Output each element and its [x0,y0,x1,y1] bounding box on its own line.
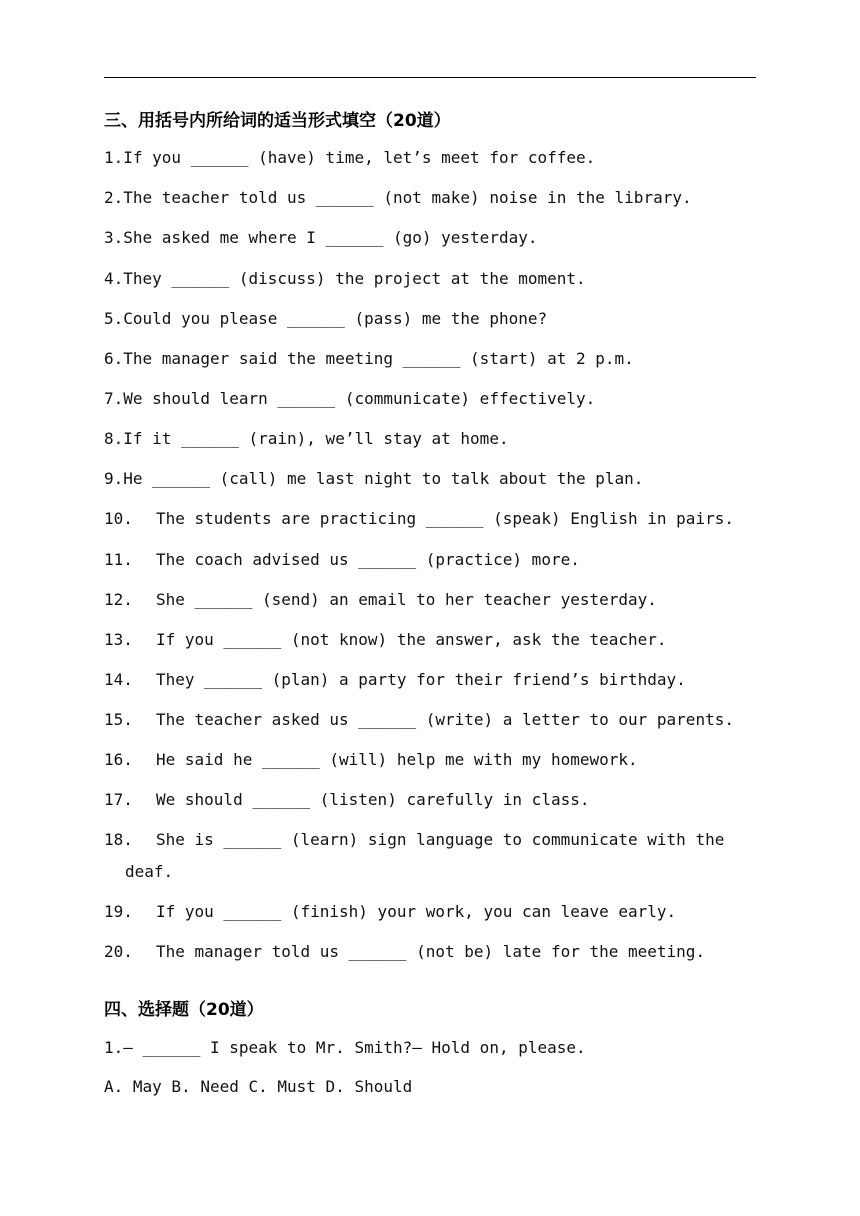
item-text: If you ______ (have) time, let’s meet for coffee. [123,148,596,167]
item-text: She asked me where I ______ (go) yesterday. [123,228,538,247]
item-number: 19. [104,902,133,921]
item-text: The teacher asked us ______ (write) a letter to our parents. [156,710,734,729]
item-number: 17. [104,790,133,809]
item-number: 15. [104,710,133,729]
item-number: 3. [104,228,124,247]
list-item [104,942,705,961]
list-item [104,670,686,689]
question-options: A. May B. Need C. Must D. Should [104,1077,413,1096]
item-number: 8. [104,429,124,448]
item-text: She is ______ (learn) sign language to communicate with the [156,830,725,849]
item-number: 4. [104,269,124,288]
list-item [104,188,692,207]
item-text: The coach advised us ______ (practice) more. [156,550,580,569]
question-item [104,1038,586,1057]
question-number: 1. [104,1038,124,1057]
item-number: 13. [104,630,133,649]
item-number: 2. [104,188,124,207]
item-text: Could you please ______ (pass) me the phone? [123,309,548,328]
item-number: 12. [104,590,133,609]
section-4-heading: 四、选择题（20道） [104,1000,264,1020]
list-item [104,349,634,368]
list-item [104,550,580,569]
item-number: 20. [104,942,133,961]
item-text: We should learn ______ (communicate) effectively. [123,389,596,408]
item-text: If it ______ (rain), we’ll stay at home. [123,429,509,448]
item-text: The students are practicing ______ (speak) English in pairs. [156,509,734,528]
item-number: 18. [104,830,133,849]
item-number: 14. [104,670,133,689]
list-item [104,710,734,729]
list-item [104,429,509,448]
list-item-continuation: deaf. [125,862,174,881]
list-item [104,309,547,328]
item-text: He said he ______ (will) help me with my homework. [156,750,638,769]
list-item [104,630,667,649]
item-number: 7. [104,389,124,408]
list-item [104,750,638,769]
item-number: 11. [104,550,133,569]
item-text: She ______ (send) an email to her teacher yesterday. [156,590,657,609]
item-text: They ______ (plan) a party for their friend’s birthday. [156,670,686,689]
item-number: 10. [104,509,133,528]
item-text: They ______ (discuss) the project at the moment. [123,269,586,288]
list-item [104,389,595,408]
list-item [104,509,734,528]
list-item [104,148,595,167]
item-number: 9. [104,469,124,488]
list-item [104,830,724,849]
item-number: 5. [104,309,124,328]
section-3-heading: 三、用括号内所给词的适当形式填空（20道） [104,111,451,131]
item-text: We should ______ (listen) carefully in class. [156,790,590,809]
item-text: The manager told us ______ (not be) late for the meeting. [156,942,706,961]
item-number: 16. [104,750,133,769]
item-text: If you ______ (finish) your work, you can leave early. [156,902,677,921]
list-item [104,902,676,921]
item-number: 1. [104,148,124,167]
item-text: If you ______ (not know) the answer, ask the teacher. [156,630,667,649]
item-text: He ______ (call) me last night to talk about the plan. [123,469,644,488]
question-text: — ______ I speak to Mr. Smith?— Hold on, please. [123,1038,586,1057]
list-item [104,790,589,809]
list-item [104,590,657,609]
item-text: The teacher told us ______ (not make) noise in the library. [123,188,692,207]
list-item [104,228,537,247]
item-text: The manager said the meeting ______ (start) at 2 p.m. [123,349,634,368]
list-item [104,469,643,488]
list-item [104,269,586,288]
top-rule [104,77,756,78]
item-number: 6. [104,349,124,368]
